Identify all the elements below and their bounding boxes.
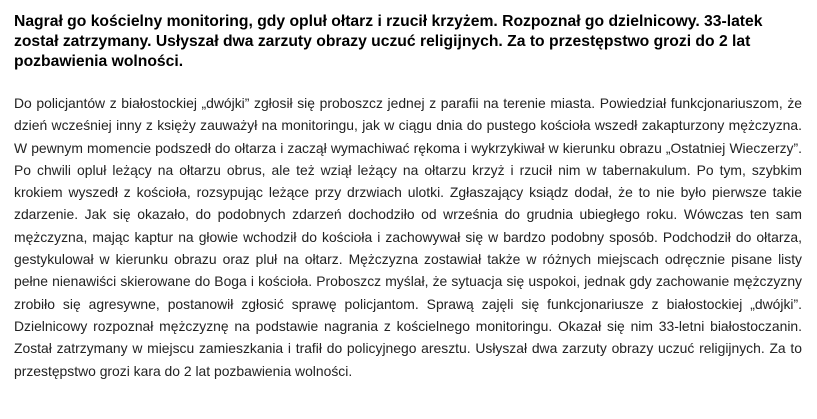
article — [14, 12, 802, 382]
article-body: Do policjantów z białostockiej „dwójki” zgłosił się proboszcz jednej z parafii na terenie miasta. Powiedział funkcjonariuszom, że dzień wcześniej inny z księży zauważył na monitoringu, jak w ciągu dnia do pustego kościoła wszedł zakapturzony mężczyzna. W pewnym momencie podszedł do ołtarza i zaczął wymachiwać rękoma i wykrzykiwał w kierunku obrazu „Ostatniej Wieczerzy”. Po chwili opluł leżący na ołtarzu obrus, ale też wziął leżący na ołtarzu krzyż i rzucił nim w tabernakulum. Po tym, szybkim krokiem wyszedł z kościoła, rozsypując leżące przy drzwiach ulotki. Zgłaszający ksiądz dodał, że to nie było pierwsze takie zdarzenie. Jak się okazało, do podobnych zdarzeń dochodziło od września do grudnia ubiegłego roku. Wówczas ten sam mężczyzna, mając kaptur na głowie wchodził do kościoła i zachowywał się w bardzo podobny sposób. Podchodził do ołtarza, gestykulował w kierunku obrazu oraz pluł na ołtarz. Mężczyzna zostawiał także w różnych miejscach odręcznie pisane listy pełne nienawiści skierowane do Boga i kościoła. Proboszcz myślał, że sytuacja się uspokoi, jednak gdy zachowanie mężczyzny zrobiło się agresywne, postanowił zgłosić sprawę policjantom. Sprawą zajęli się funkcjonariusze z białostockiej „dwójki”. Dzielnicowy rozpoznał mężczyznę na podstawie nagrania z kościelnego monitoringu. Okazał się nim 33-letni białostoczanin. Został zatrzymany w miejscu zamieszkania i trafił do policyjnego aresztu. Usłyszał dwa zarzuty obrazy uczuć religijnych. Za to przestępstwo grozi kara do 2 lat pozbawienia wolności. — [14, 95, 802, 379]
article-headline: Nagrał go kościelny monitoring, gdy opluł ołtarz i rzucił krzyżem. Rozpoznał go dzielnicowy. 33-latek został zatrzymany. Usłyszał dwa zarzuty obrazy uczuć religijnych. Za to przestępstwo grozi do 2 lat pozbawienia wolności. — [14, 13, 763, 70]
